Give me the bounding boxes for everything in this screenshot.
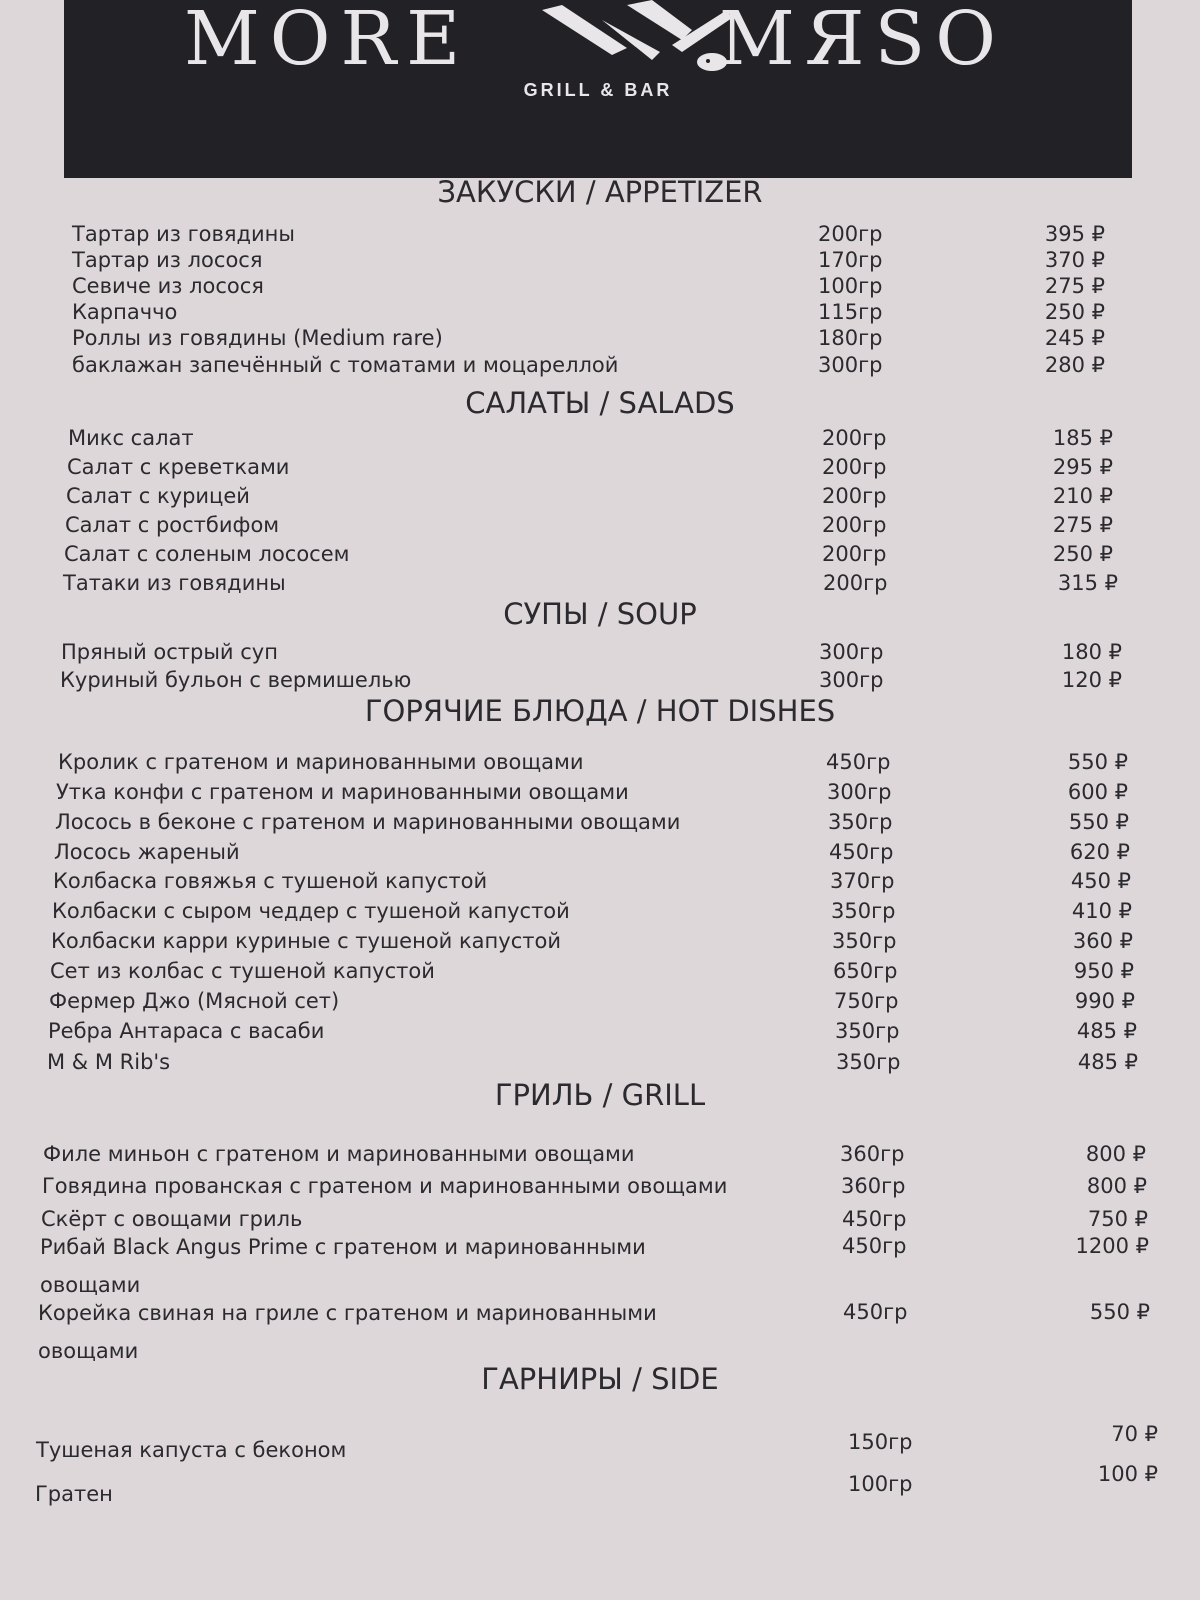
menu-item [0, 569, 1200, 599]
item-name: Пряный острый суп [61, 640, 278, 664]
item-name: Микс салат [68, 426, 194, 450]
item-name: Тартар из лосося [72, 248, 263, 272]
item-price: 370 ₽ [1044, 248, 1105, 272]
item-price: 550 ₽ [1067, 750, 1128, 774]
item-price: 450 ₽ [1070, 869, 1131, 893]
item-price: 600 ₽ [1067, 780, 1128, 804]
item-name: M & M Rib's [47, 1050, 171, 1074]
item-weight: 200гр [822, 455, 887, 479]
menu-item [0, 424, 1200, 454]
item-name: Филе миньон с гратеном и маринованными овощами [43, 1142, 635, 1166]
item-name: Лосось в беконе с гратеном и маринованными овощами [55, 810, 681, 834]
menu-item [0, 1298, 1200, 1368]
item-weight: 200гр [822, 513, 887, 537]
menu-item [0, 1422, 1200, 1462]
item-weight: 450гр [826, 750, 891, 774]
section-title-soup: СУПЫ / SOUP [503, 597, 697, 631]
item-price: 120 ₽ [1061, 668, 1122, 692]
section-title-salads: САЛАТЫ / SALADS [465, 386, 735, 420]
menu-item [0, 748, 1200, 778]
item-weight: 115гр [818, 300, 883, 324]
item-weight: 170гр [818, 248, 883, 272]
item-weight: 200гр [822, 426, 887, 450]
logo-word-right: MЯSO [719, 0, 1006, 82]
item-name: Тартар из говядины [72, 222, 295, 246]
item-price: 800 ₽ [1086, 1174, 1147, 1198]
item-name: Куриный бульон с вермишелью [60, 668, 412, 692]
menu-item [0, 838, 1200, 868]
item-weight: 450гр [829, 840, 894, 864]
menu-item [0, 666, 1200, 696]
item-weight: 450гр [843, 1300, 908, 1324]
item-price: 620 ₽ [1069, 840, 1130, 864]
menu-item [0, 1048, 1200, 1078]
menu-item [0, 540, 1200, 570]
menu-item [0, 867, 1200, 897]
item-weight: 150гр [848, 1430, 913, 1454]
section-title-side: ГАРНИРЫ / SIDE [481, 1362, 719, 1396]
item-price: 485 ₽ [1077, 1050, 1138, 1074]
item-weight: 100гр [818, 274, 883, 298]
logo-word-left: MORE [184, 0, 471, 82]
item-weight: 750гр [834, 989, 899, 1013]
item-name: Сет из колбас с тушеной капустой [50, 959, 435, 983]
item-name: Утка конфи с гратеном и маринованными овощами [56, 780, 629, 804]
item-price: 245 ₽ [1044, 326, 1105, 350]
item-name: Гратен [35, 1482, 113, 1506]
item-price: 280 ₽ [1044, 353, 1105, 377]
menu-item [0, 453, 1200, 483]
menu-item [0, 927, 1200, 957]
item-weight: 650гр [833, 959, 898, 983]
menu-item [0, 987, 1200, 1017]
item-name: баклажан запечённый с томатами и моцареллой [72, 353, 619, 377]
menu-item [0, 808, 1200, 838]
menu-item [0, 1232, 1200, 1302]
item-name: Колбаска говяжья с тушеной капустой [53, 869, 488, 893]
item-weight: 200гр [818, 222, 883, 246]
item-price: 180 ₽ [1061, 640, 1122, 664]
item-weight: 350гр [828, 810, 893, 834]
menu-item [0, 511, 1200, 541]
item-weight: 180гр [818, 326, 883, 350]
section-title-hot-dishes: ГОРЯЧИЕ БЛЮДА / HOT DISHES [364, 694, 836, 728]
item-weight: 300гр [827, 780, 892, 804]
item-weight: 350гр [832, 929, 897, 953]
item-name: Колбаски карри куриные с тушеной капустой [51, 929, 561, 953]
menu-item [0, 778, 1200, 808]
menu-item [0, 324, 1200, 354]
item-name: Карпаччо [72, 300, 178, 324]
item-price: 410 ₽ [1071, 899, 1132, 923]
item-weight: 200гр [823, 571, 888, 595]
item-name: Салат с соленым лососем [64, 542, 350, 566]
item-price: 70 ₽ [1111, 1422, 1158, 1446]
menu-item [0, 957, 1200, 987]
item-name: Ребра Антараса с васаби [48, 1019, 325, 1043]
item-name: Салат с ростбифом [65, 513, 280, 537]
item-weight: 350гр [831, 899, 896, 923]
menu-header [64, 0, 1132, 178]
item-name: Кролик с гратеном и маринованными овощами [58, 750, 584, 774]
item-price: 275 ₽ [1044, 274, 1105, 298]
menu-item [0, 1017, 1200, 1047]
item-price: 550 ₽ [1068, 810, 1129, 834]
menu-item [0, 482, 1200, 512]
item-price: 990 ₽ [1074, 989, 1135, 1013]
item-price: 950 ₽ [1073, 959, 1134, 983]
item-price: 315 ₽ [1057, 571, 1118, 595]
item-price: 750 ₽ [1087, 1207, 1148, 1231]
item-weight: 450гр [842, 1207, 907, 1231]
menu-item [0, 638, 1200, 668]
item-price: 295 ₽ [1052, 455, 1113, 479]
item-price: 485 ₽ [1076, 1019, 1137, 1043]
menu-item [0, 1172, 1200, 1202]
item-name: Севиче из лосося [72, 274, 264, 298]
item-price: 250 ₽ [1044, 300, 1105, 324]
menu-item [0, 897, 1200, 927]
item-name: Колбаски с сыром чеддер с тушеной капустой [52, 899, 570, 923]
item-weight: 350гр [836, 1050, 901, 1074]
item-name: Тушеная капуста с беконом [36, 1438, 347, 1462]
item-name: Салат с креветками [67, 455, 290, 479]
item-weight: 450гр [842, 1234, 907, 1258]
item-weight: 370гр [830, 869, 895, 893]
menu-item [0, 351, 1200, 381]
menu-item [0, 1462, 1200, 1506]
item-weight: 300гр [819, 668, 884, 692]
section-title-grill: ГРИЛЬ / GRILL [494, 1078, 706, 1112]
item-name: Роллы из говядины (Medium rare) [72, 326, 443, 350]
item-price: 210 ₽ [1052, 484, 1113, 508]
item-price: 1200 ₽ [1075, 1234, 1149, 1258]
item-weight: 100гр [848, 1472, 913, 1496]
item-name: Скёрт с овощами гриль [41, 1207, 303, 1231]
item-name: Салат с курицей [66, 484, 250, 508]
item-name: Татаки из говядины [63, 571, 286, 595]
item-weight: 200гр [822, 542, 887, 566]
item-price: 250 ₽ [1052, 542, 1113, 566]
item-weight: 300гр [819, 640, 884, 664]
item-name: Корейка свиная на гриле с гратеном и маринованными овощами [38, 1301, 657, 1363]
item-weight: 360гр [841, 1174, 906, 1198]
item-price: 550 ₽ [1089, 1300, 1150, 1324]
knife-and-fish-icon [532, 0, 742, 80]
item-price: 100 ₽ [1097, 1462, 1158, 1486]
item-price: 800 ₽ [1085, 1142, 1146, 1166]
section-title-appetizer: ЗАКУСКИ / APPETIZER [437, 175, 763, 209]
item-weight: 300гр [818, 353, 883, 377]
item-name: Фермер Джо (Мясной сет) [49, 989, 340, 1013]
item-price: 395 ₽ [1044, 222, 1105, 246]
item-weight: 350гр [835, 1019, 900, 1043]
menu-item [0, 1140, 1200, 1170]
item-price: 185 ₽ [1052, 426, 1113, 450]
logo-subtitle: GRILL & BAR [523, 80, 673, 100]
item-price: 275 ₽ [1052, 513, 1113, 537]
item-name: Рибай Black Angus Prime с гратеном и маринованными овощами [40, 1235, 646, 1297]
item-name: Лосось жареный [54, 840, 240, 864]
item-weight: 360гр [840, 1142, 905, 1166]
item-name: Говядина прованская с гратеном и маринованными овощами [42, 1174, 728, 1198]
item-price: 360 ₽ [1072, 929, 1133, 953]
item-weight: 200гр [822, 484, 887, 508]
